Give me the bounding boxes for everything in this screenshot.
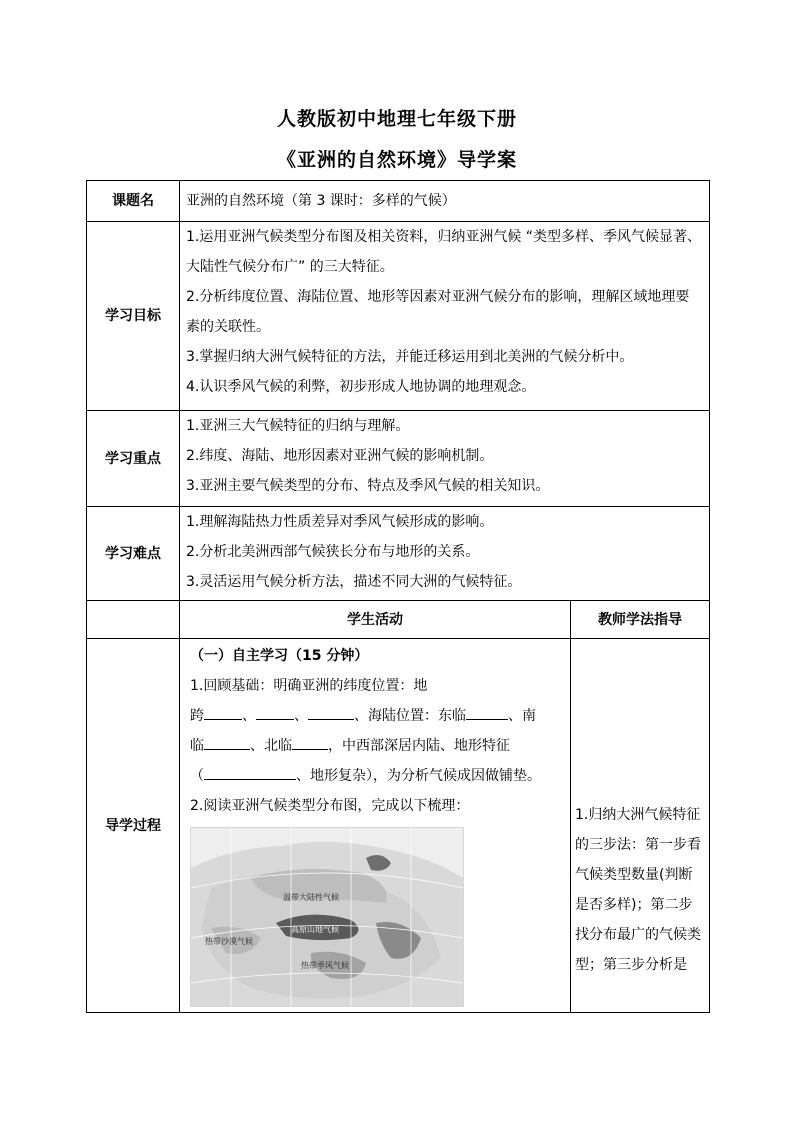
answer-blank[interactable] [466, 701, 508, 720]
row-process [87, 639, 710, 1013]
question-1-line3: 临 、北临 ，中西部深居内陆、地形特征 [190, 731, 564, 761]
label-key-points: 学习重点 [87, 411, 180, 507]
row-goals [87, 222, 710, 411]
topic-value: 亚洲的自然环境（第 3 课时：多样的气候） [180, 181, 710, 222]
answer-blank[interactable] [204, 701, 242, 720]
goal-item: 3.掌握归纳大洲气候特征的方法，并能迁移运用到北美洲的气候分析中。 [186, 349, 634, 365]
row-difficulties [87, 507, 710, 601]
answer-blank[interactable] [204, 731, 250, 750]
teacher-guidance: 1.归纳大洲气候特征的三步法：第一步看气候类型数量(判断是否多样)；第二步找分布最广的气候类型；第三步分析是 [571, 639, 710, 1013]
row-topic [87, 181, 710, 222]
question-1-line4: （ 、地形复杂），为分析气候成因做铺垫。 [190, 761, 564, 791]
label-goals: 学习目标 [87, 222, 180, 411]
row-column-headers [87, 601, 710, 639]
question-1-intro: 1.回顾基础：明确亚洲的纬度位置：地 [190, 678, 428, 694]
key-point-item: 1.亚洲三大气候特征的归纳与理解。 [186, 418, 410, 434]
doc-title-line1: 人教版初中地理七年级下册 [276, 108, 517, 130]
map-label: 热带季风气候 [301, 961, 349, 970]
map-label: 温带大陆性气候 [283, 893, 339, 902]
answer-blank[interactable] [292, 731, 328, 750]
question-1-line2: 跨 、 、 、海陆位置：东临 、南 [190, 701, 564, 731]
answer-blank[interactable] [256, 701, 294, 720]
lesson-plan-table [86, 180, 710, 1013]
answer-blank[interactable] [204, 761, 296, 780]
asia-climate-map-graphic [191, 828, 463, 1006]
section-title: （一）自主学习（15 分钟） [190, 648, 369, 664]
row-key-points [87, 411, 710, 507]
difficulty-item: 2.分析北美洲西部气候狭长分布与地形的关系。 [186, 544, 480, 560]
label-process: 导学过程 [87, 639, 180, 1013]
label-topic: 课题名 [87, 181, 180, 222]
difficulty-item: 1.理解海陆热力性质差异对季风气候形成的影响。 [186, 514, 494, 530]
asia-climate-map [190, 827, 464, 1007]
map-label: 热带沙漠气候 [205, 937, 253, 946]
answer-blank[interactable] [308, 701, 354, 720]
header-student-activity: 学生活动 [180, 601, 571, 639]
goal-item: 2.分析纬度位置、海陆位置、地形等因素对亚洲气候分布的影响，理解区域地理要素的关联性。 [186, 289, 690, 335]
key-point-item: 3.亚洲主要气候类型的分布、特点及季风气候的相关知识。 [186, 478, 550, 494]
goal-item: 1.运用亚洲气候类型分布图及相关资料，归纳亚洲气候 “类型多样、季风气候显著、大陆性气候分布广” 的三大特征。 [186, 229, 702, 275]
doc-title-line2: 《亚洲的自然环境》导学案 [276, 149, 517, 171]
goal-item: 4.认识季风气候的利弊，初步形成人地协调的地理观念。 [186, 379, 536, 395]
label-difficulties: 学习难点 [87, 507, 180, 601]
difficulty-item: 3.灵活运用气候分析方法，描述不同大洲的气候特征。 [186, 574, 522, 590]
question-2: 2.阅读亚洲气候类型分布图，完成以下梳理： [190, 798, 470, 814]
header-teacher-guidance: 教师学法指导 [571, 601, 710, 639]
map-label: 高原山地气候 [291, 925, 339, 934]
key-point-item: 2.纬度、海陆、地形因素对亚洲气候的影响机制。 [186, 448, 494, 464]
